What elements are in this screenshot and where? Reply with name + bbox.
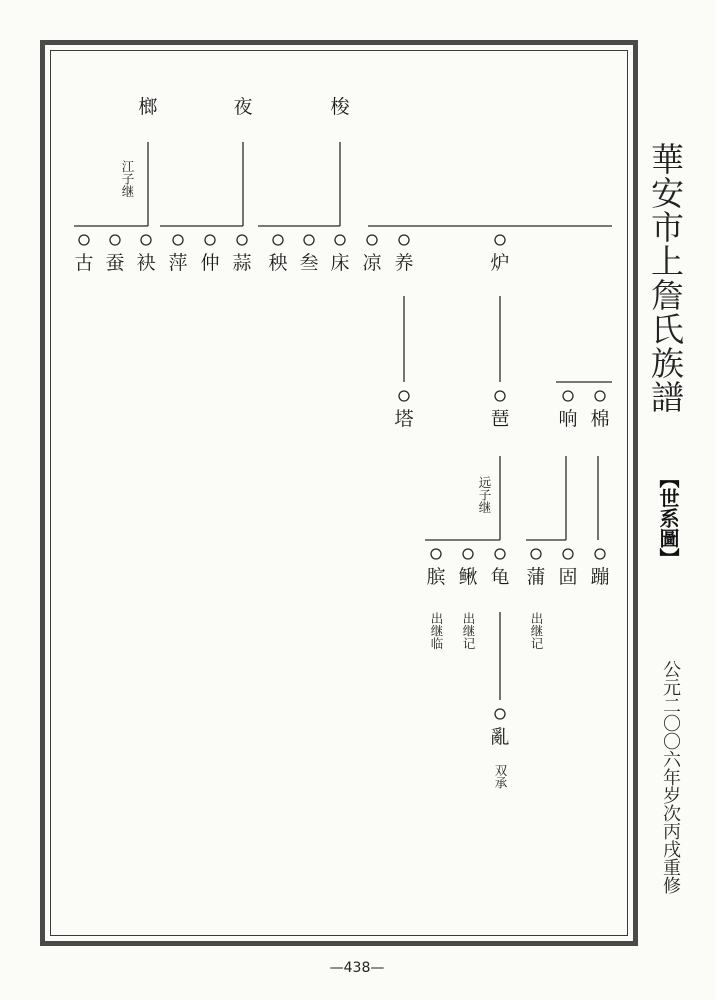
adoption-note: 出继记 — [529, 612, 544, 650]
member-name: 榔 — [138, 96, 158, 118]
member-name: 叁 — [299, 252, 319, 274]
member-name: 凉 — [362, 252, 382, 274]
member-name: 袂 — [136, 252, 156, 274]
page-number: —438— — [329, 960, 385, 976]
member-name: 固 — [558, 566, 578, 588]
inner-frame — [50, 50, 628, 936]
book-title: 華安市上詹氏族譜 — [646, 142, 685, 414]
adoption-note: 出继记 — [461, 612, 476, 650]
member-name: 秧 — [268, 252, 288, 274]
member-name: 蹦 — [590, 566, 610, 588]
adoption-note: 出继临 — [429, 612, 444, 650]
member-name: 梭 — [330, 96, 350, 118]
member-name: 蒜 — [232, 252, 252, 274]
member-name: 养 — [394, 252, 414, 274]
member-name: 蚕 — [105, 252, 125, 274]
adoption-note: 江子继 — [120, 160, 135, 198]
member-name: 亂 — [490, 726, 510, 748]
member-name: 塔 — [394, 408, 414, 430]
member-name: 仲 — [200, 252, 220, 274]
member-name: 鳅 — [458, 566, 478, 588]
member-name: 响 — [558, 408, 578, 430]
member-name: 萍 — [168, 252, 188, 274]
member-name: 棉 — [590, 408, 610, 430]
member-name: 琶 — [490, 408, 510, 430]
adoption-note: 双承 — [493, 764, 508, 789]
member-name: 蒲 — [526, 566, 546, 588]
revision-date: 公元二〇〇六年岁次丙戌重修 — [660, 660, 681, 894]
adoption-note: 远子继 — [477, 476, 492, 514]
member-name: 龟 — [490, 566, 510, 588]
section-title: 【世系圖】 — [656, 468, 680, 568]
member-name: 古 — [74, 252, 94, 274]
member-name: 夜 — [233, 96, 253, 118]
member-name: 炉 — [490, 252, 510, 274]
member-name: 床 — [330, 252, 350, 274]
member-name: 膑 — [426, 566, 446, 588]
